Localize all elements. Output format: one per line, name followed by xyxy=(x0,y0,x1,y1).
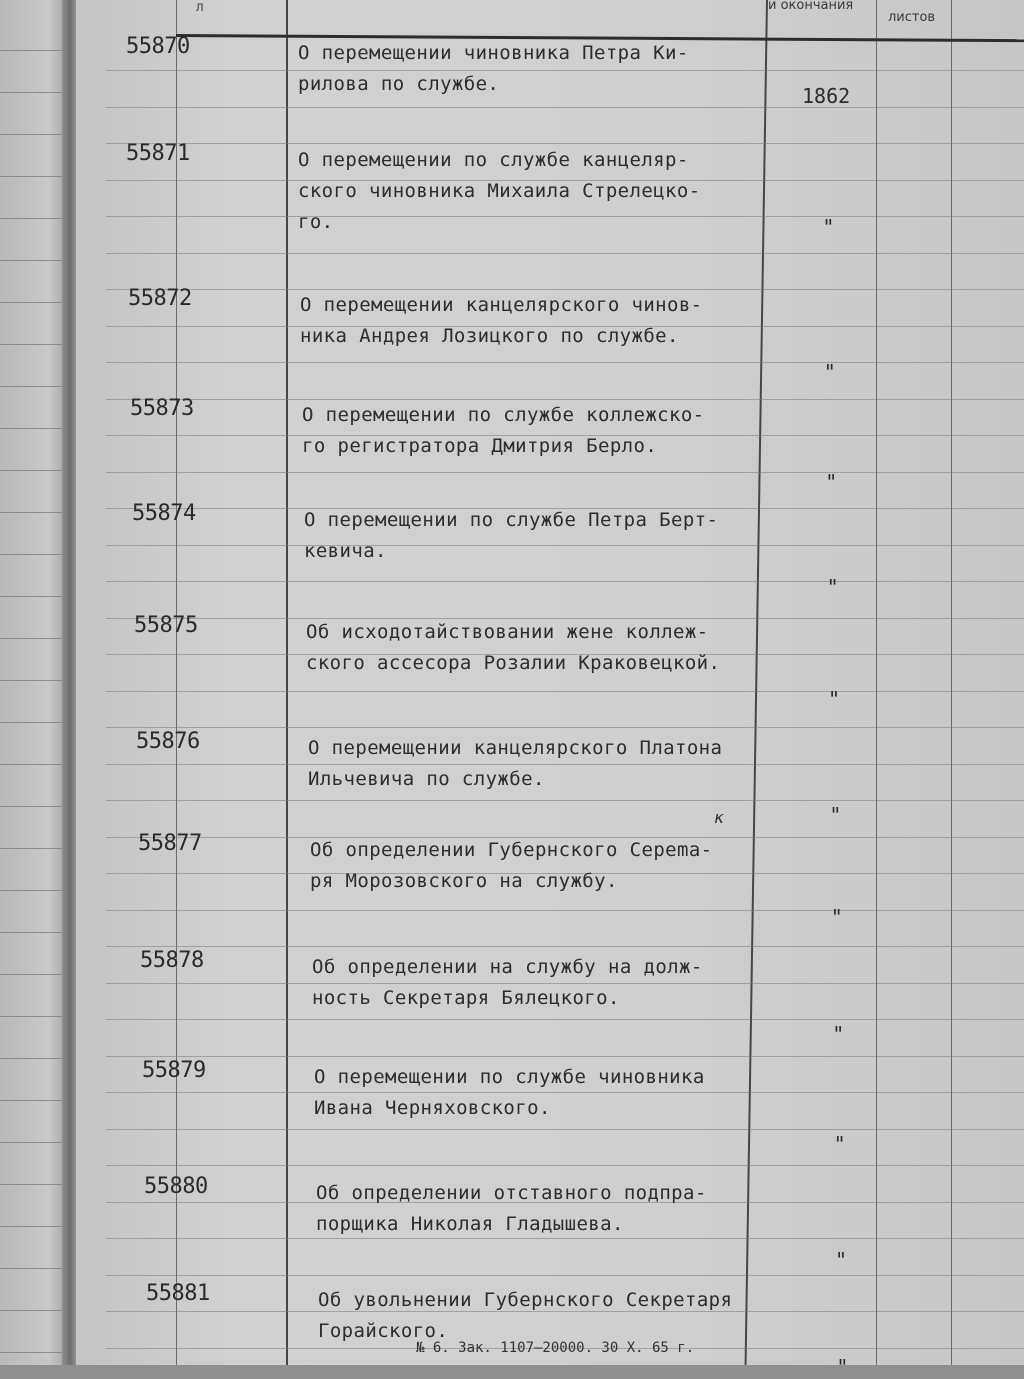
facing-page-ruling xyxy=(0,722,66,723)
record-description-line: Об определении Губернского Сереmа- xyxy=(310,839,713,861)
ruling-line xyxy=(106,1129,1024,1130)
facing-page-ruling xyxy=(0,1268,66,1269)
record-number: 55875 xyxy=(134,613,198,638)
facing-page-ruling xyxy=(0,1226,66,1227)
record-description-line: Ивана Черняховского. xyxy=(314,1097,551,1119)
ruling-line xyxy=(106,362,1024,363)
record-description-line: О перемещении канцелярского чинов- xyxy=(300,294,703,316)
ruling-line xyxy=(106,107,1024,108)
record-number: 55879 xyxy=(142,1058,206,1083)
ruling-line xyxy=(106,1056,1024,1057)
record-description-line: Горайского. xyxy=(318,1320,449,1342)
ditto-mark: " xyxy=(830,905,843,929)
facing-page-ruling xyxy=(0,1352,66,1353)
ruling-line xyxy=(106,1019,1024,1020)
handwritten-correction: к xyxy=(714,808,724,827)
facing-page-ruling xyxy=(0,680,66,681)
record-number: 55871 xyxy=(126,141,190,166)
record-description-line: О перемещении чиновника Петра Ки- xyxy=(298,42,689,64)
record-number: 55877 xyxy=(138,831,202,856)
header-sheets-label: листов xyxy=(888,10,936,25)
record-description-line: Об определении на службу на долж- xyxy=(312,956,703,978)
facing-page-ruling xyxy=(0,596,66,597)
record-description-line: ность Секретаря Бялецкого. xyxy=(312,987,620,1009)
facing-page-ruling xyxy=(0,176,66,177)
column-rule-sheets-right xyxy=(951,0,952,1365)
facing-page-ruling xyxy=(0,512,66,513)
record-description-line: Об определении отставного подпра- xyxy=(316,1182,707,1204)
facing-page-ruling xyxy=(0,1310,66,1311)
ditto-mark: " xyxy=(836,1355,849,1379)
register-sheet xyxy=(76,0,1024,1379)
record-number: 55872 xyxy=(128,286,192,311)
ditto-mark: " xyxy=(833,1132,846,1156)
facing-page-ruling xyxy=(0,302,66,303)
record-description-line: О перемещении по службе Петра Берт- xyxy=(304,509,719,531)
facing-page-edge xyxy=(0,0,70,1365)
ruling-line xyxy=(106,764,1024,765)
ruling-line xyxy=(106,581,1024,582)
ruling-line xyxy=(106,253,1024,254)
record-number: 55876 xyxy=(136,729,200,754)
facing-page-ruling xyxy=(0,638,66,639)
ruling-line xyxy=(106,691,1024,692)
record-description-line: ского чиновника Михаила Стрелецко- xyxy=(298,180,701,202)
record-description-line: О перемещении по службе коллежско- xyxy=(302,404,705,426)
record-description-line: О перемещении по службе канцеляр- xyxy=(298,149,689,171)
facing-page-ruling xyxy=(0,974,66,975)
ruling-line xyxy=(106,545,1024,546)
record-number: 55873 xyxy=(130,396,194,421)
column-rule-number-right xyxy=(286,0,288,1365)
ruling-line xyxy=(106,1165,1024,1166)
ruling-line xyxy=(106,216,1024,217)
facing-page-ruling xyxy=(0,260,66,261)
facing-page-ruling xyxy=(0,1142,66,1143)
facing-page-ruling xyxy=(0,470,66,471)
record-description-line: рилова по службе. xyxy=(298,73,500,95)
facing-page-ruling xyxy=(0,1016,66,1017)
record-number: 55880 xyxy=(144,1174,208,1199)
header-dates-label: и окончания xyxy=(768,0,854,13)
ditto-mark: " xyxy=(832,1022,845,1046)
record-description-line: кевича. xyxy=(304,540,387,562)
record-date: 1862 xyxy=(802,84,851,108)
record-description-line: го регистратора Дмитрия Берло. xyxy=(302,435,658,457)
record-description-line: ского ассесора Розалии Краковецкой. xyxy=(306,652,721,674)
ditto-mark: " xyxy=(825,470,838,494)
record-description-line: Об исходотайствовании жене коллеж- xyxy=(306,621,709,643)
ruling-line xyxy=(106,910,1024,911)
record-description-line: порщика Николая Гладышева. xyxy=(316,1213,624,1235)
facing-page-ruling xyxy=(0,806,66,807)
facing-page-ruling xyxy=(0,428,66,429)
record-number: 55870 xyxy=(126,34,190,59)
ruling-line xyxy=(106,70,1024,71)
record-description-line: О перемещении по службе чиновника xyxy=(314,1066,705,1088)
ditto-mark: " xyxy=(829,803,842,827)
record-description-line: О перемещении канцелярского Платона xyxy=(308,737,723,759)
print-footer: № 6. Зак. 1107—20000. 30 X. 65 г. xyxy=(416,1340,695,1356)
ruling-line xyxy=(106,727,1024,728)
record-description-line: Об увольнении Губернского Секретаря xyxy=(318,1289,733,1311)
record-number: 55881 xyxy=(146,1281,210,1306)
facing-page-ruling xyxy=(0,92,66,93)
ditto-mark: " xyxy=(823,360,836,384)
record-number: 55874 xyxy=(132,501,196,526)
facing-page-ruling xyxy=(0,1058,66,1059)
column-rule-dates-right xyxy=(876,0,877,1365)
facing-page-ruling xyxy=(0,764,66,765)
ruling-line xyxy=(106,946,1024,947)
column-rule-number-left xyxy=(176,0,177,1365)
facing-page-ruling xyxy=(0,1100,66,1101)
facing-page-ruling xyxy=(0,890,66,891)
facing-page-ruling xyxy=(0,344,66,345)
ruling-line xyxy=(106,472,1024,473)
ditto-mark: " xyxy=(826,575,839,599)
facing-page-ruling xyxy=(0,134,66,135)
ruling-line xyxy=(106,143,1024,144)
record-description-line: Ильчевича по службе. xyxy=(308,768,545,790)
facing-page-ruling xyxy=(0,50,66,51)
record-description-line: го. xyxy=(298,211,334,233)
ditto-mark: " xyxy=(822,215,835,239)
facing-page-ruling xyxy=(0,932,66,933)
ruling-line xyxy=(106,1275,1024,1276)
ditto-mark: " xyxy=(828,687,841,711)
record-number: 55878 xyxy=(140,948,204,973)
header-stub-text: л xyxy=(196,0,204,15)
ruling-line xyxy=(106,800,1024,801)
record-description-line: ника Андрея Лозицкого по службе. xyxy=(300,325,679,347)
record-description-line: ря Морозовского на службу. xyxy=(310,870,618,892)
facing-page-ruling xyxy=(0,218,66,219)
facing-page-ruling xyxy=(0,554,66,555)
column-rule-description-right xyxy=(745,0,768,1365)
ditto-mark: " xyxy=(835,1248,848,1272)
facing-page-ruling xyxy=(0,848,66,849)
facing-page-ruling xyxy=(0,1184,66,1185)
facing-page-ruling xyxy=(0,386,66,387)
